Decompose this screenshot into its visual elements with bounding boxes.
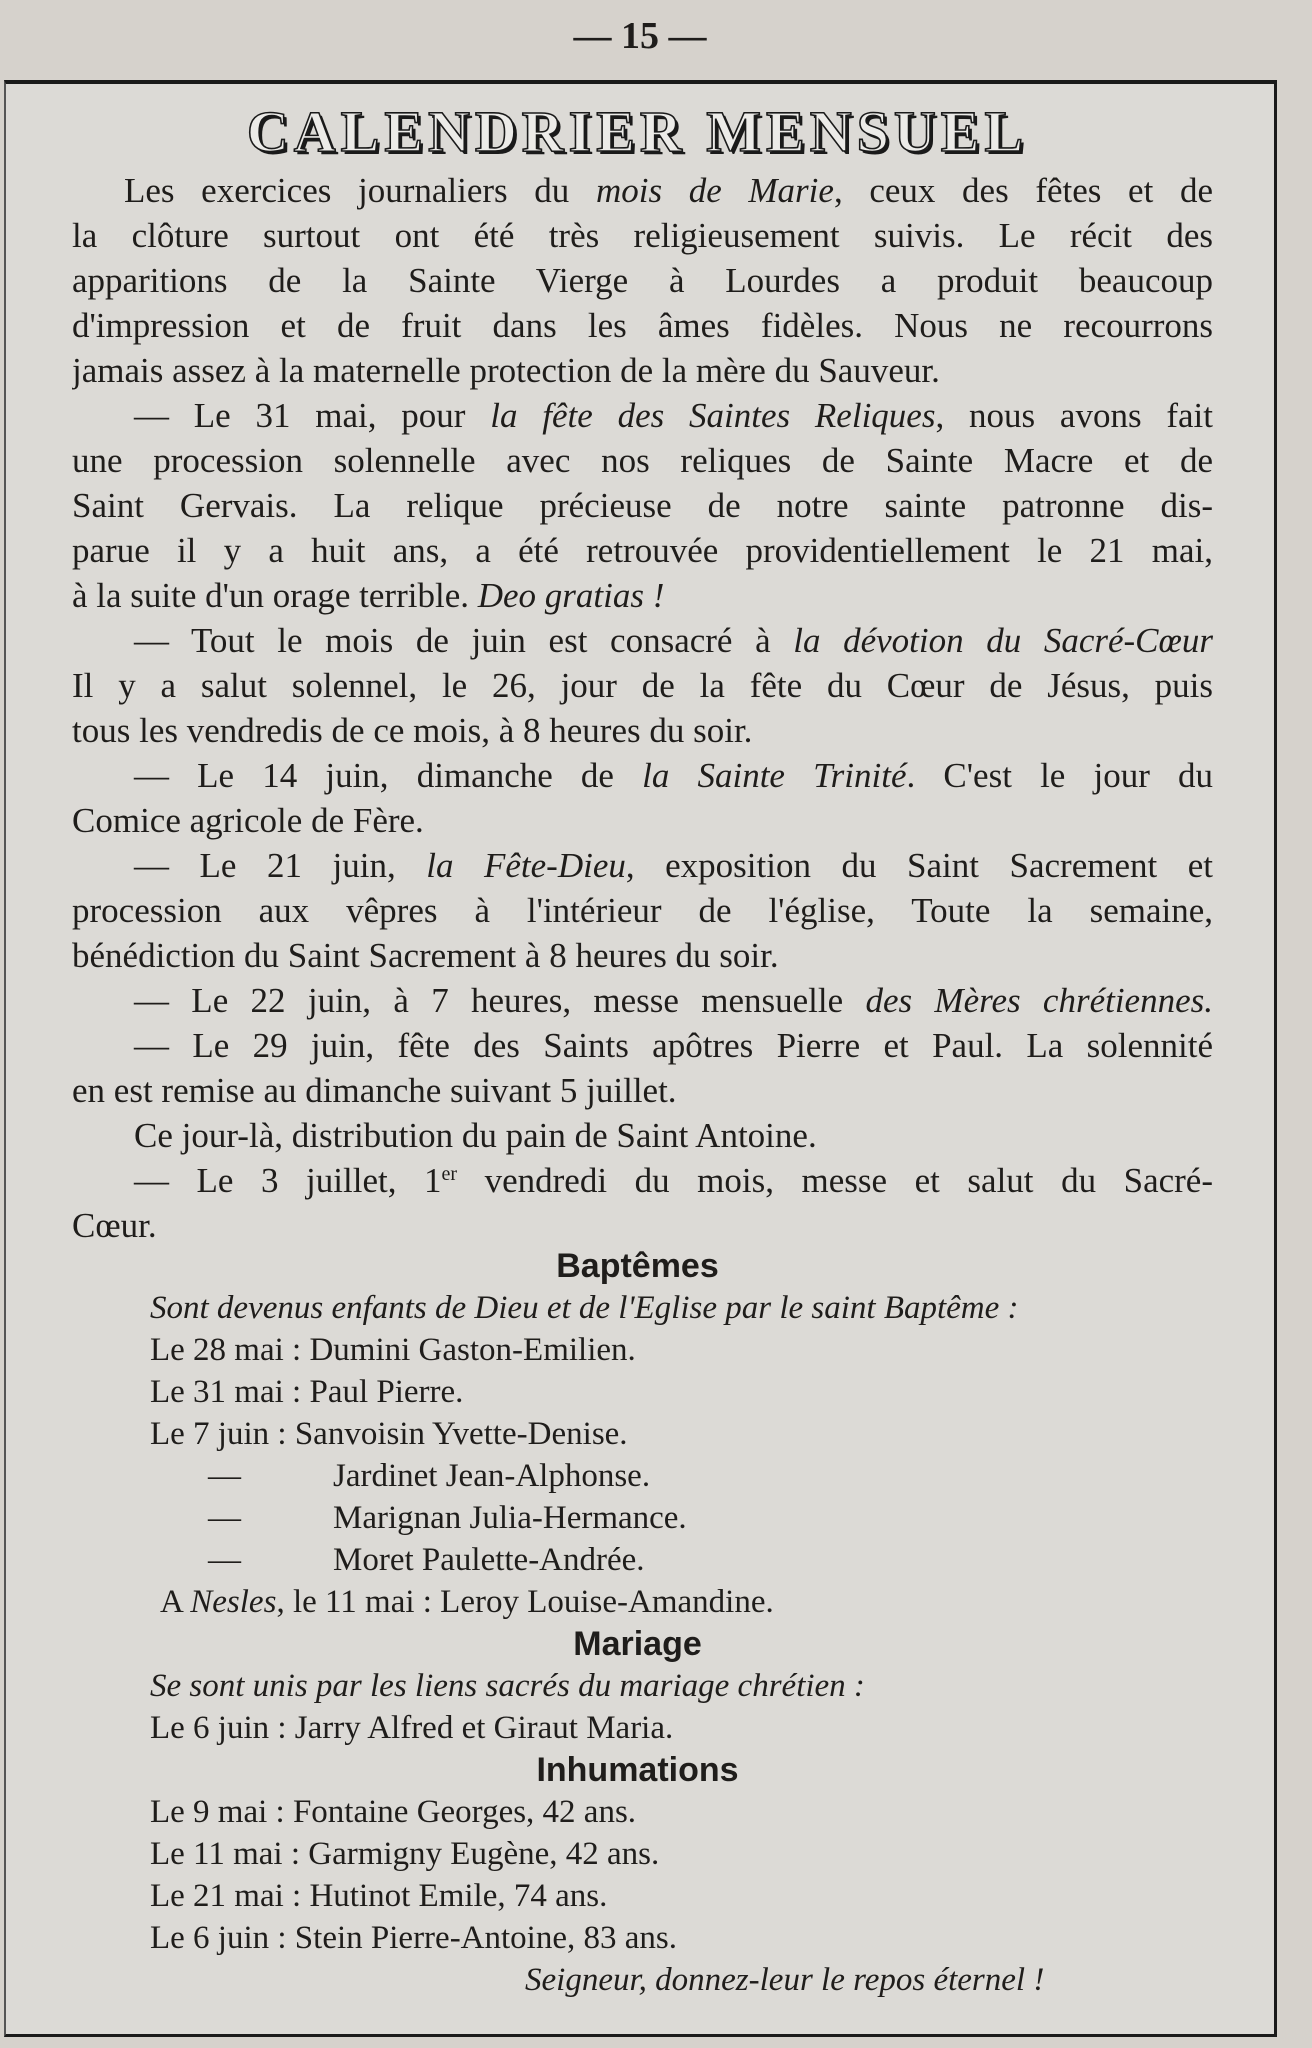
text-line (72, 258, 1213, 303)
inhumation-entry: Le 9 mai : Fontaine Georges, 42 ans. (150, 1794, 637, 1830)
closing-prayer: Seigneur, donnez-leur le repos éternel ! (525, 1962, 1045, 1998)
page-title: CALENDRIER MENSUEL (246, 99, 1029, 164)
text-segment: en est remise au dimanche suivant 5 juillet. (72, 1071, 677, 1110)
text-segment: . C'est le jour du (906, 756, 1213, 795)
bapteme-entry: — Moret Paulette-Andrée. (208, 1542, 645, 1578)
italic-text: la dévotion du Sacré-Cœur (793, 621, 1213, 660)
italic-text: la Sainte Trinité (642, 756, 907, 795)
text-segment: — Le 14 juin, dimanche de (134, 756, 643, 795)
text-line (72, 1158, 1213, 1203)
text-segment: — Tout le mois de juin est consacré à (134, 621, 794, 660)
baptemes-intro: Sont devenus enfants de Dieu et de l'Eglise par le saint Baptême : (150, 1290, 1019, 1326)
text-line (72, 1113, 1213, 1158)
text-line (72, 798, 1213, 843)
text-line (72, 168, 1213, 213)
text-segment: — Le 29 juin, fête des Saints apôtres Pierre et Paul. La solennité (134, 1026, 1213, 1065)
text-segment: d'impression et de fruit dans les âmes fidèles. Nous ne recourrons (72, 306, 1213, 345)
text-segment: Les exercices journaliers du (124, 171, 596, 210)
text-segment: er (441, 1163, 458, 1185)
text-segment: — Le 31 mai, pour (134, 396, 491, 435)
italic-text: des Mères chrétiennes. (865, 981, 1213, 1020)
calendar-text (72, 168, 1213, 1248)
inhumation-entry: Le 6 juin : Stein Pierre-Antoine, 83 ans. (150, 1920, 677, 1956)
bapteme-entry-nesles: A Nesles, le 11 mai : Leroy Louise-Amandine. (160, 1584, 774, 1620)
text-segment: bénédiction du Saint Sacrement à 8 heures du soir. (72, 936, 779, 975)
text-line (72, 618, 1213, 663)
bapteme-entry: Le 31 mai : Paul Pierre. (150, 1374, 464, 1410)
text-segment: — Le 21 juin, (134, 846, 427, 885)
text-line (72, 708, 1213, 753)
registry-section (150, 1245, 1200, 2001)
bapteme-entry: — Jardinet Jean-Alphonse. (208, 1458, 651, 1494)
bapteme-entry: — Marignan Julia-Hermance. (208, 1500, 687, 1536)
text-segment: tous les vendredis de ce mois, à 8 heures du soir. (72, 711, 753, 750)
text-segment: , ceux des fêtes et de (833, 171, 1213, 210)
italic-text: Deo gratias ! (477, 576, 665, 615)
text-segment: Saint Gervais. La relique précieuse de notre sainte patronne dis- (72, 486, 1213, 525)
text-segment: vendredi du mois, messe et salut du Sacré- (457, 1161, 1213, 1200)
text-line (72, 438, 1213, 483)
text-segment: , exposition du Saint Sacrement et (625, 846, 1213, 885)
text-segment: Cœur. (72, 1206, 157, 1245)
text-segment: parue il y a huit ans, a été retrouvée providentiellement le 21 mai, (72, 531, 1213, 570)
text-line (72, 573, 1213, 618)
text-segment: — Le 3 juillet, 1 (134, 1161, 442, 1200)
text-line (72, 1203, 1213, 1248)
inhumation-entry: Le 21 mai : Hutinot Emile, 74 ans. (150, 1878, 608, 1914)
italic-text: mois de Marie (595, 171, 834, 210)
text-line (72, 843, 1213, 888)
mariage-intro: Se sont unis par les liens sacrés du mariage chrétien : (150, 1668, 865, 1704)
text-segment: la clôture surtout ont été très religieusement suivis. Le récit des (72, 216, 1213, 255)
text-segment: Ce jour-là, distribution du pain de Saint Antoine. (134, 1116, 817, 1155)
bapteme-entry: Le 7 juin : Sanvoisin Yvette-Denise. (150, 1416, 628, 1452)
text-segment: Comice agricole de Fère. (72, 801, 424, 840)
text-segment: — Le 22 juin, à 7 heures, messe mensuelle (134, 981, 866, 1020)
text-line (72, 483, 1213, 528)
inhumations-heading: Inhumations (536, 1751, 739, 1789)
text-line (72, 213, 1213, 258)
italic-text: la Fête-Dieu (426, 846, 626, 885)
text-segment: une procession solennelle avec nos reliques de Sainte Macre et de (72, 441, 1213, 480)
text-segment: , nous avons fait (935, 396, 1213, 435)
text-line (72, 933, 1213, 978)
mariage-entry: Le 6 juin : Jarry Alfred et Giraut Maria. (150, 1710, 674, 1746)
text-segment: jamais assez à la maternelle protection de la mère du Sauveur. (72, 351, 940, 390)
text-line (72, 348, 1213, 393)
text-segment: Il y a salut solennel, le 26, jour de la fête du Cœur de Jésus, puis (72, 666, 1213, 705)
text-line (72, 753, 1213, 798)
text-line (72, 978, 1213, 1023)
text-line (72, 393, 1213, 438)
inhumation-entry: Le 11 mai : Garmigny Eugène, 42 ans. (150, 1836, 660, 1872)
text-line (72, 303, 1213, 348)
bapteme-entry: Le 28 mai : Dumini Gaston-Emilien. (150, 1332, 636, 1368)
mariage-heading: Mariage (573, 1625, 702, 1663)
text-segment: à la suite d'un orage terrible. (72, 576, 478, 615)
text-line (72, 1023, 1213, 1068)
text-segment: apparitions de la Sainte Vierge à Lourdes a produit beaucoup (72, 261, 1213, 300)
text-segment: procession aux vêpres à l'intérieur de l'église, Toute la semaine, (72, 891, 1213, 930)
baptemes-heading: Baptêmes (556, 1247, 719, 1285)
italic-text: la fête des Saintes Reliques (490, 396, 936, 435)
text-line (72, 1068, 1213, 1113)
text-line (72, 663, 1213, 708)
page-number: — 15 — (573, 15, 707, 57)
text-line (72, 888, 1213, 933)
text-line (72, 528, 1213, 573)
